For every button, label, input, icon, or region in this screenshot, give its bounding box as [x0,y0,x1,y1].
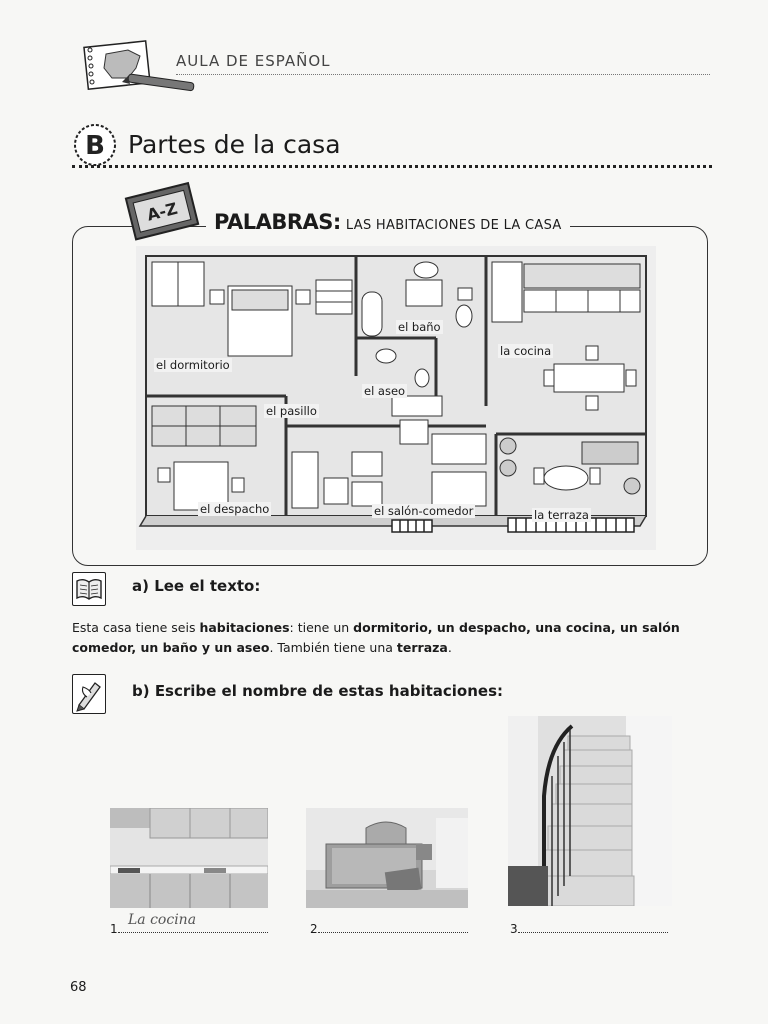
vocabulary-heading-main: PALABRAS: [214,210,341,234]
room-label-bano: el baño [398,320,441,334]
vocabulary-heading-sub: LAS HABITACIONES DE LA CASA [345,218,562,233]
exercise-a-title: a) Lee el texto: [132,577,261,595]
kitchen-photo [110,808,268,908]
text-part-bold: dormitorio, un despacho, una cocina, un salón comedor, un baño y un aseo [72,620,680,655]
section-title: Partes de la casa [128,130,341,159]
header-title: AULA DE ESPAÑOL [176,52,331,70]
answer-number: 1 [110,922,118,936]
exercise-b-title: b) Escribe el nombre de estas habitaciones: [132,682,504,700]
text-part: . También tiene una [269,640,397,655]
room-label-terraza: la terraza [534,508,589,522]
section-badge: B [85,131,105,161]
open-book-icon [72,572,106,606]
dictionary-book-icon [120,180,206,242]
text-part: . [447,640,452,655]
answer-number: 2 [310,922,318,936]
room-label-salon-comedor: el salón-comedor [374,504,474,518]
room-label-dormitorio: el dormitorio [156,358,230,372]
exercise-a-text [72,618,712,658]
text-part: : tiene un [289,620,354,635]
pencil-hand-icon [72,674,106,714]
section-divider [72,165,712,168]
answer-line-2[interactable] [310,920,468,936]
vocabulary-heading [206,210,570,234]
house-floor-plan [136,246,656,550]
header-divider [176,74,710,75]
section-badge-icon [72,122,118,168]
room-label-pasillo: el pasillo [266,404,317,418]
az-icon-text: A-Z [144,198,180,225]
room-label-despacho: el despacho [200,502,270,516]
room-label-aseo: el aseo [364,384,406,398]
stairs-photo [508,716,672,906]
room-label-cocina: la cocina [500,344,552,358]
page-number: 68 [70,980,87,995]
text-part-bold: terraza [396,640,448,655]
text-part-bold: habitaciones [199,620,290,635]
text-part: Esta casa tiene seis [72,620,200,635]
answer-number: 3 [510,922,518,936]
answer-line-3[interactable] [510,920,668,936]
bedroom-photo [306,808,468,908]
answer-1-handwriting: La cocina [128,912,197,928]
